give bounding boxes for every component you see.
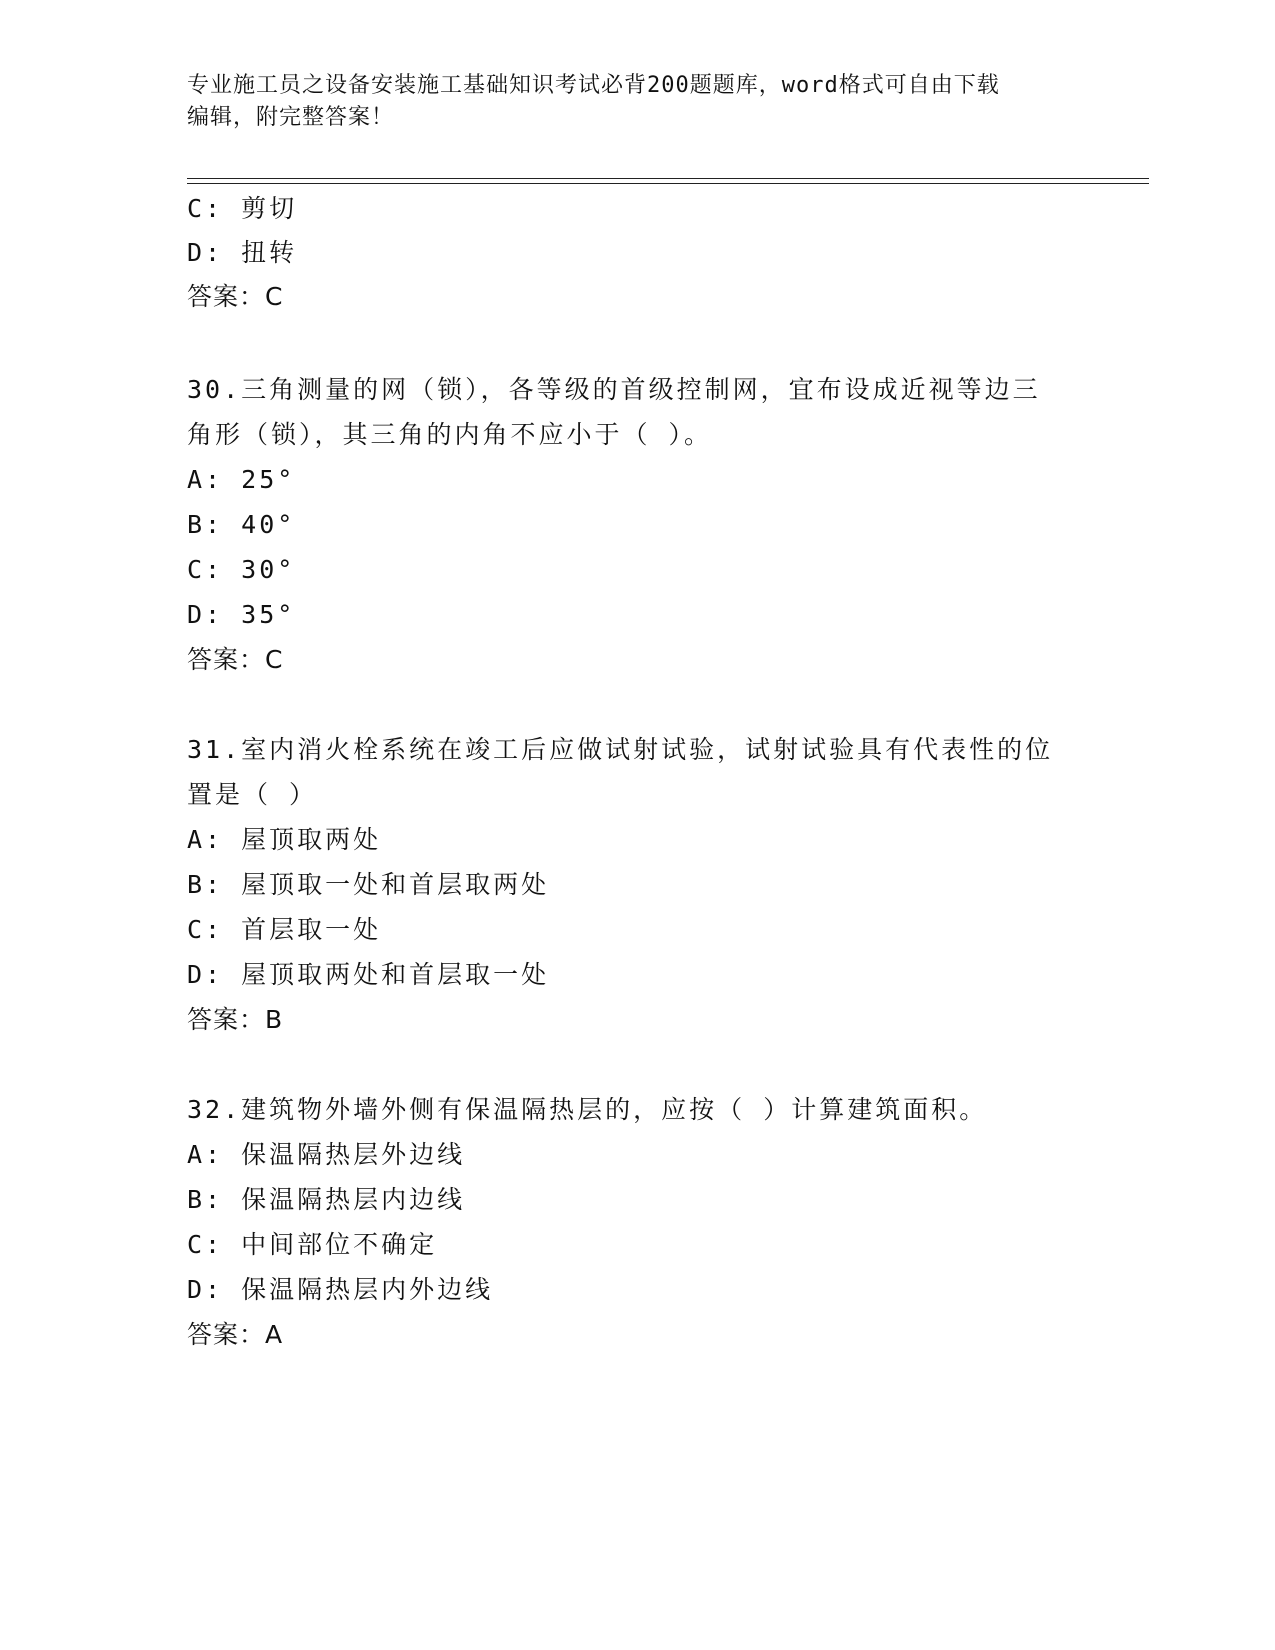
q30-answer: 答案：C xyxy=(187,645,284,674)
q32-stem-line-1: 32.建筑物外墙外侧有保温隔热层的，应按（ ）计算建筑面积。 xyxy=(187,1095,988,1124)
q31-option-d: D: 屋顶取两处和首层取一处 xyxy=(187,960,550,989)
q30-option-b: B: 40° xyxy=(187,510,296,539)
q32-answer: 答案：A xyxy=(187,1320,284,1349)
header-divider-top xyxy=(187,178,1149,179)
q32-option-d: D: 保温隔热层内外边线 xyxy=(187,1275,494,1304)
q31-option-a: A: 屋顶取两处 xyxy=(187,825,382,854)
q32-option-a: A: 保温隔热层外边线 xyxy=(187,1140,466,1169)
q31-answer: 答案：B xyxy=(187,1005,284,1034)
q29-option-c: C: 剪切 xyxy=(187,194,298,223)
q31-option-b: B: 屋顶取一处和首层取两处 xyxy=(187,870,550,899)
document-header xyxy=(187,70,1067,134)
q32-option-c: C: 中间部位不确定 xyxy=(187,1230,438,1259)
header-title-line-1: 专业施工员之设备安装施工基础知识考试必背200题题库，word格式可自由下载 xyxy=(187,73,1000,98)
header-divider-bottom xyxy=(187,183,1149,184)
q31-stem-line-2: 置是（ ） xyxy=(187,780,318,809)
q32-option-b: B: 保温隔热层内边线 xyxy=(187,1185,466,1214)
q31-stem-line-1: 31.室内消火栓系统在竣工后应做试射试验，试射试验具有代表性的位 xyxy=(187,735,1054,764)
header-title-line-2: 编辑，附完整答案！ xyxy=(187,105,395,130)
q30-option-d: D: 35° xyxy=(187,600,296,629)
q30-stem-line-2: 角形（锁），其三角的内角不应小于（ ）。 xyxy=(187,420,713,449)
q29-answer: 答案：C xyxy=(187,282,284,311)
q31-option-c: C: 首层取一处 xyxy=(187,915,382,944)
q30-stem-line-1: 30.三角测量的网（锁），各等级的首级控制网，宜布设成近视等边三 xyxy=(187,375,1041,404)
q30-option-c: C: 30° xyxy=(187,555,296,584)
q29-option-d: D: 扭转 xyxy=(187,238,298,267)
q30-option-a: A: 25° xyxy=(187,465,296,494)
